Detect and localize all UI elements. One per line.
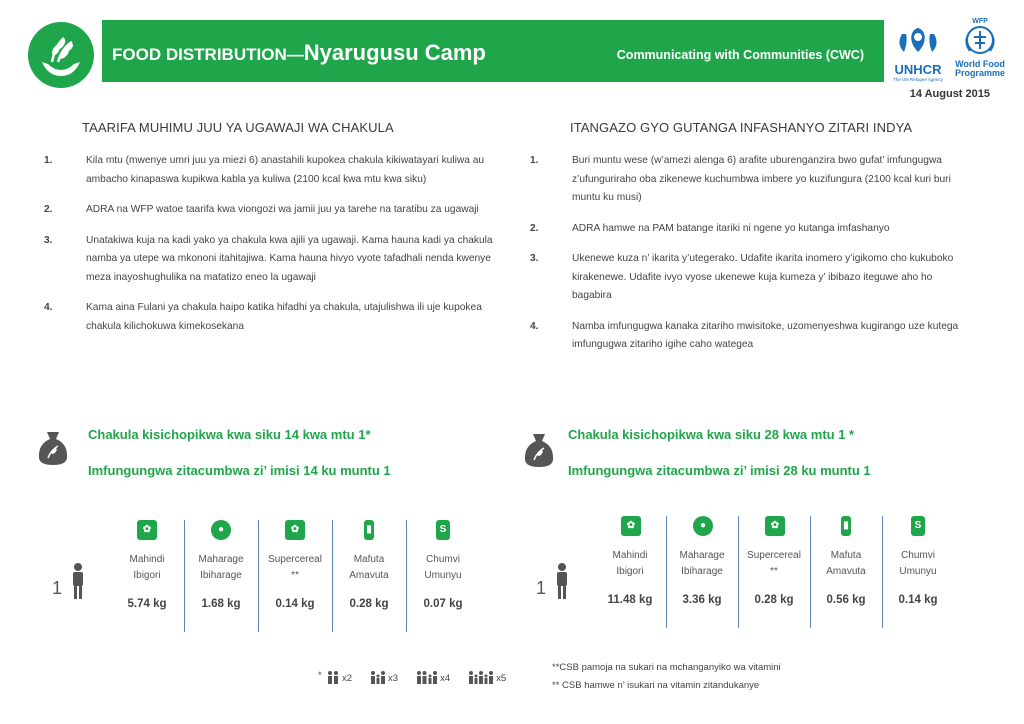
item-text: Ukenewe kuza n’ ikarita y’utegerako. Udafite ikarita inomero y’igikomo cho kukuboko kirakenewe. Udafite ivyo vyose ukenewe kuja kumeza y’ ibibazo iteguwe aho ho bagabira — [572, 253, 954, 301]
item-label-sw: Supercereal — [747, 550, 801, 561]
ration-cell-oil — [332, 520, 407, 632]
grain-bag-icon: ✿ — [137, 520, 157, 540]
footer-star: * — [318, 670, 322, 681]
food-bag-icon — [522, 432, 556, 468]
unhcr-name: UNHCR — [894, 62, 942, 77]
date: 14 August 2015 — [909, 88, 990, 100]
wfp-line1: World Food — [955, 59, 1005, 69]
list-item — [44, 201, 494, 220]
footnote-kirundi: ** CSB hamwe n’ isukari na vitamin zitandukanye — [552, 680, 760, 691]
title-prefix: FOOD DISTRIBUTION — [112, 45, 287, 64]
item-text: ADRA hamwe na PAM batange itariki ni ngene yo kutanga imfashanyo — [572, 222, 890, 234]
left-notes-list — [44, 152, 494, 348]
item-number: 2. — [44, 204, 53, 215]
item-label-rn: Ibiharage — [681, 566, 723, 577]
oil-bottle-icon: ▮ — [364, 520, 374, 540]
multiplier-label: x2 — [342, 673, 353, 684]
item-quantity: 0.28 kg — [349, 598, 389, 610]
item-label-sw: Chumvi — [901, 550, 935, 561]
multiplier-label: x4 — [440, 673, 451, 684]
item-label-sw: Mahindi — [612, 550, 648, 561]
item-quantity: 5.74 kg — [127, 598, 167, 610]
item-text: Kama aina Fulani ya chakula haipo katika hifadhi ya chakula, utajulishwa ili uje kupokea chakula kilichokuwa kimekosekana — [86, 302, 482, 332]
family-icon — [468, 670, 494, 684]
item-text: Unatakiwa kuja na kadi yako ya chakula kwa ajili ya ugawaji. Kama hauna kadi ya chakula namba ya utepe wa mkononi itahitajiwa. Kama hauna hivyo vyote tafadhali nenda kwenye meza inayoshughulika na matatizo eneo la ugawaji — [86, 234, 493, 283]
left-heading: TAARIFA MUHIMU JUU YA UGAWAJI WA CHAKULA — [82, 120, 394, 135]
item-number: 4. — [530, 320, 539, 332]
household-5 — [468, 670, 506, 684]
item-text: Buri muntu wese (w’amezi alenga 6) arafite uburenganzira bwo gufat’ imfungugwa z’ufunguriraho oba zikenewe kuchumbwa imbere yo kuzifungura (2100 kcal kuri buri muntu ku musi) — [572, 155, 951, 203]
item-quantity: 3.36 kg — [682, 594, 722, 606]
item-label-sw: Mafuta — [830, 550, 862, 561]
unhcr-tagline: The UN Refugee Agency — [893, 77, 943, 82]
item-quantity: 1.68 kg — [201, 598, 241, 610]
family-icon — [416, 670, 438, 684]
ration-cell-supercereal — [738, 516, 811, 628]
ration-cell-beans — [666, 516, 739, 628]
left-person-count: 1 — [52, 578, 63, 598]
item-quantity: 11.48 kg — [607, 594, 653, 606]
item-text: Kila mtu (mwenye umri juu ya miezi 6) anastahili kupokea chakula kikiwatayari kuliwa au ambacho kinapaswa kupikwa kabla ya kuliwa (2100 kcal kwa mtu kwa siku) — [86, 155, 485, 185]
family-icon — [370, 670, 386, 684]
list-item — [530, 220, 962, 239]
item-number: 1. — [44, 155, 53, 166]
household-3 — [370, 670, 398, 684]
multiplier-label: x5 — [496, 673, 507, 684]
footnote-swahili: **CSB pamoja na sukari na mchanganyiko wa vitamini — [552, 662, 781, 673]
header-banner — [102, 20, 884, 82]
title-camp: Nyarugusu Camp — [303, 40, 486, 65]
item-label-rn: Ibigori — [133, 570, 161, 581]
page-title — [112, 40, 486, 66]
left-ration-subtitle: Imfungungwa zitacumbwa zi’ imisi 14 ku muntu 1 — [88, 463, 391, 478]
wfp-line2: Programme — [954, 68, 1006, 78]
left-ration-title: Chakula kisichopikwa kwa siku 14 kwa mtu 1* — [88, 427, 371, 442]
list-item — [44, 232, 494, 288]
item-number: 1. — [530, 155, 539, 166]
list-item — [530, 152, 962, 208]
food-bag-icon — [36, 430, 70, 466]
beans-icon: ● — [693, 516, 713, 536]
item-label-rn: Umunyu — [424, 570, 462, 581]
item-text: Namba imfungugwa kanaka zitariho mwisitoke, uzomenyeshwa kugirango uze kutega imfungugwa zitariho igihe caho wategea — [572, 320, 959, 350]
right-ration-subtitle: Imfungungwa zitacumbwa zi’ imisi 28 ku muntu 1 — [568, 463, 871, 478]
ration-cell-beans — [184, 520, 259, 632]
banner-subtitle: Communicating with Communities (CWC) — [616, 48, 864, 62]
list-item — [44, 299, 494, 336]
wheat-hands-logo — [28, 22, 94, 88]
item-number: 3. — [44, 234, 53, 246]
family-icon — [326, 670, 340, 684]
salt-icon: S — [436, 520, 450, 540]
item-label-sw: Chumvi — [426, 554, 460, 565]
household-2 — [326, 670, 352, 684]
list-item — [530, 250, 962, 306]
supercereal-icon: ✿ — [285, 520, 305, 540]
item-label-rn: Amavuta — [349, 570, 389, 581]
item-label-rn: Umunyu — [899, 566, 937, 577]
item-label-rn: Ibigori — [616, 566, 644, 577]
oil-bottle-icon: ▮ — [841, 516, 851, 536]
wfp-acronym: WFP — [972, 18, 988, 25]
wfp-emblem-icon — [950, 25, 1010, 55]
right-heading: ITANGAZO GYO GUTANGA INFASHANYO ZITARI INDYA — [570, 120, 913, 135]
right-ration-title: Chakula kisichopikwa kwa siku 28 kwa mtu 1 * — [568, 427, 855, 442]
unhcr-logo — [890, 22, 946, 82]
item-label-sw: Mafuta — [353, 554, 385, 565]
item-number: 2. — [530, 222, 539, 234]
unhcr-emblem-icon — [890, 22, 946, 58]
item-quantity: 0.07 kg — [423, 598, 463, 610]
household-4 — [416, 670, 450, 684]
household-multipliers — [326, 670, 506, 684]
item-quantity: 0.14 kg — [275, 598, 315, 610]
list-item — [530, 318, 962, 355]
ration-cell-salt — [406, 520, 480, 632]
grain-bag-icon: ✿ — [621, 516, 641, 536]
ration-cell-maize — [110, 520, 185, 632]
ration-cell-salt — [882, 516, 954, 628]
salt-icon: S — [911, 516, 925, 536]
item-quantity: 0.56 kg — [826, 594, 866, 606]
ration-cell-oil — [810, 516, 883, 628]
item-label-sw: Maharage — [198, 554, 244, 565]
beans-icon: ● — [211, 520, 231, 540]
item-label-sw: Maharage — [679, 550, 725, 561]
person-icon — [70, 562, 86, 602]
list-item — [44, 152, 494, 189]
item-quantity: 0.28 kg — [754, 594, 794, 606]
person-icon — [554, 562, 570, 602]
item-label-rn: ** — [770, 566, 778, 577]
right-notes-list — [530, 152, 962, 367]
item-number: 4. — [44, 302, 53, 313]
item-label-sw: Supercereal — [268, 554, 322, 565]
item-label-sw: Mahindi — [129, 554, 165, 565]
item-number: 3. — [530, 253, 539, 264]
item-text: ADRA na WFP watoe taarifa kwa viongozi wa jamii juu ya tarehe na taratibu za ugawaji — [86, 204, 479, 215]
supercereal-icon: ✿ — [765, 516, 785, 536]
ration-cell-supercereal — [258, 520, 333, 632]
item-label-rn: Ibiharage — [200, 570, 242, 581]
item-quantity: 0.14 kg — [898, 594, 938, 606]
item-label-rn: Amavuta — [826, 566, 866, 577]
wfp-logo — [950, 18, 1010, 84]
title-dash: — — [286, 45, 304, 64]
item-label-rn: ** — [291, 570, 299, 581]
ration-cell-maize — [594, 516, 667, 628]
right-person-count: 1 — [536, 578, 547, 598]
multiplier-label: x3 — [388, 673, 399, 684]
